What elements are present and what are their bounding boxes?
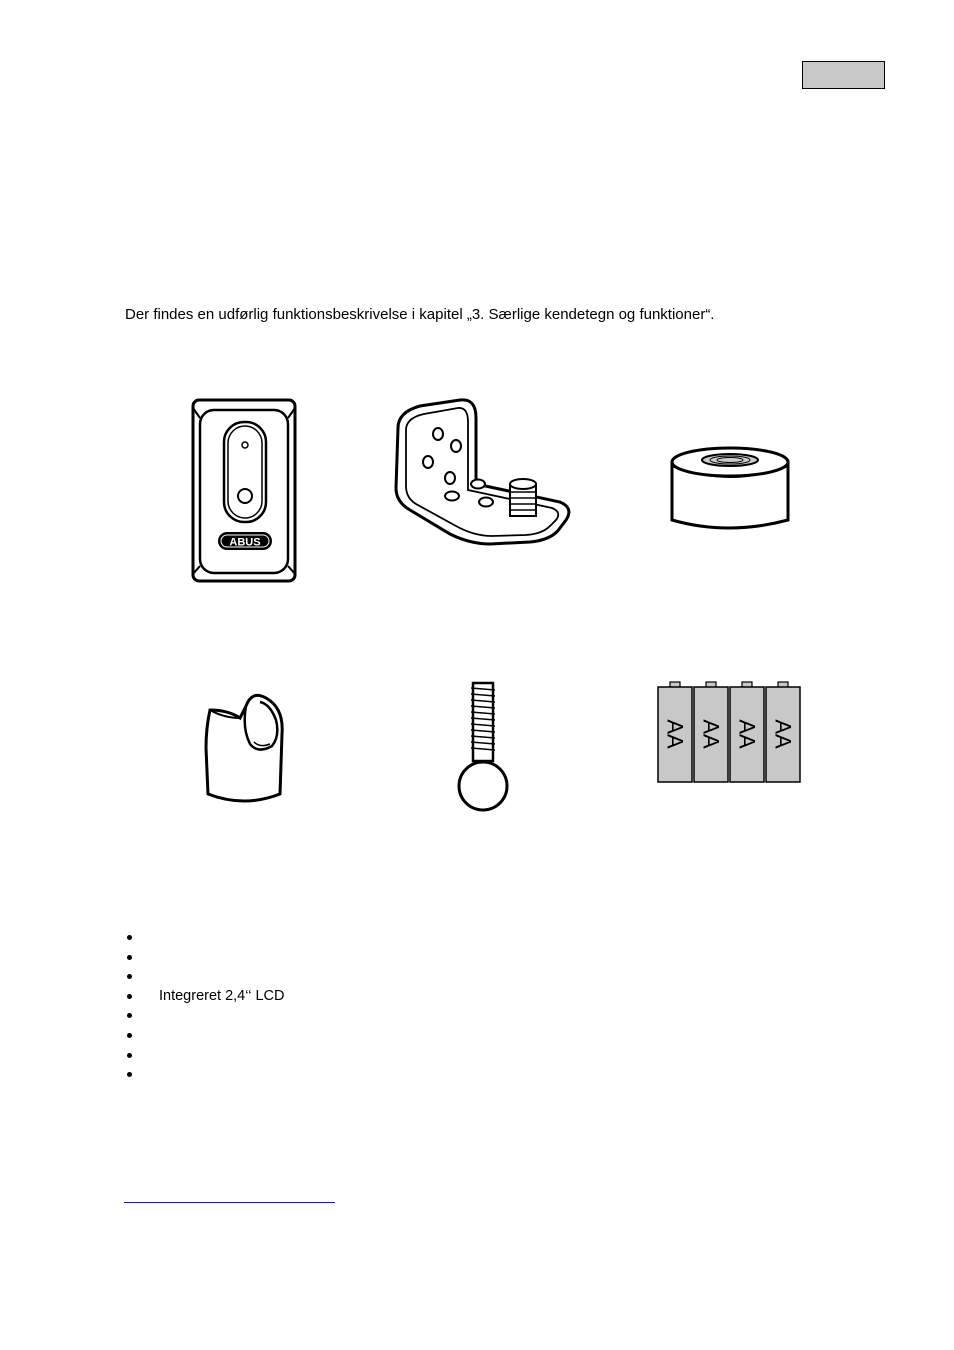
battery-label-3: AA [734,719,760,749]
feature-item [125,948,284,968]
ball-screw-illustration [454,680,512,812]
language-tab [802,61,885,89]
feature-item: Integreret 2,4‘‘ LCD [125,987,284,1007]
feature-item [125,1006,284,1026]
battery-label-4: AA [770,719,796,749]
feature-item [125,1046,284,1066]
camera-logo: ABUS [229,536,261,549]
ring-mount-illustration [668,444,792,536]
battery-label-1: AA [662,719,688,749]
feature-list [125,928,284,1085]
battery-label-2: AA [698,719,724,749]
intro-paragraph: Der findes en udførlig funktionsbeskrivelse i kapitel „3. Særlige kendetegn og funktioner“. [125,306,715,323]
feature-item [125,928,284,948]
feature-item [125,1026,284,1046]
feature-item [125,967,284,987]
camera-illustration [190,398,300,584]
batteries-illustration [656,680,806,786]
wall-bracket-illustration [390,398,575,548]
hyperlink-underline[interactable] [124,1202,335,1203]
clip-holder-illustration [200,688,288,808]
feature-item [125,1065,284,1085]
